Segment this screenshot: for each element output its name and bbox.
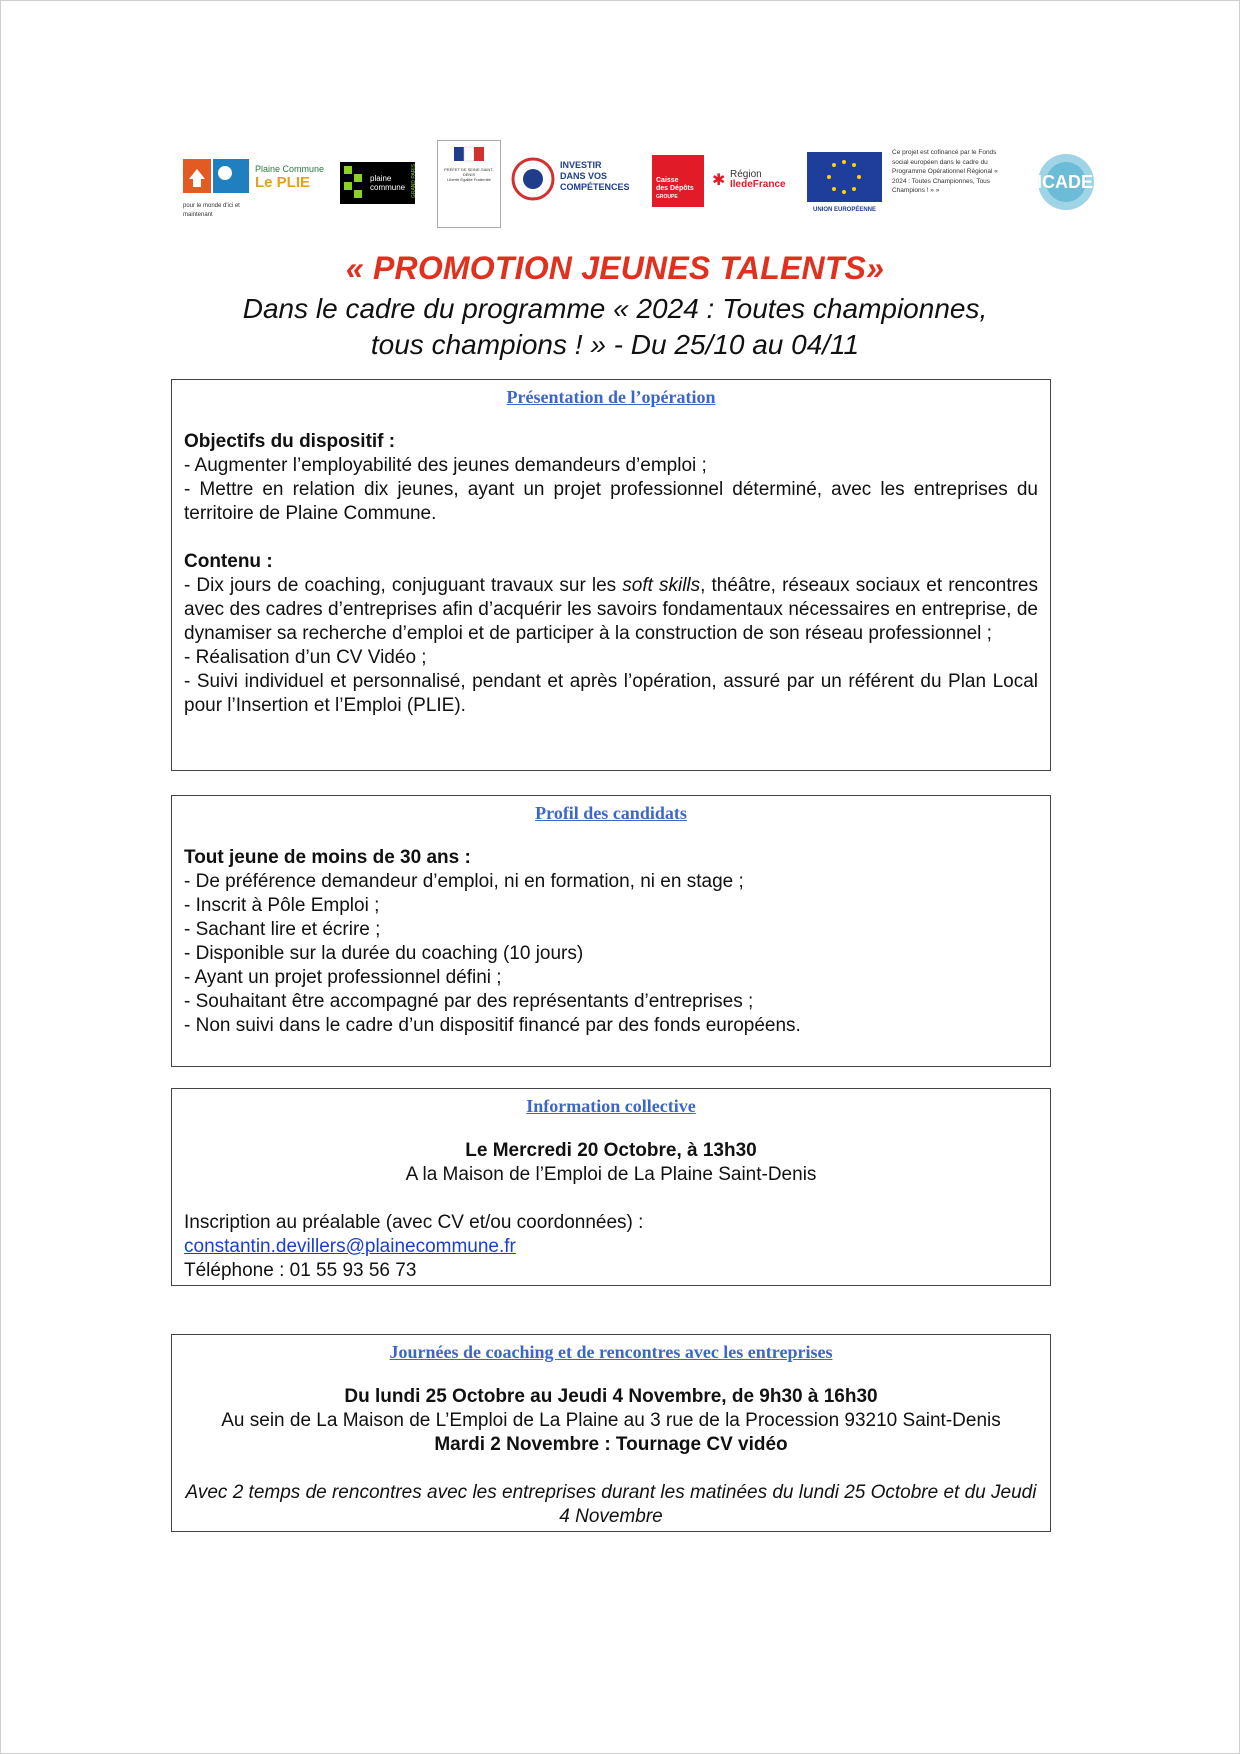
objectifs-label: Objectifs du dispositif :	[184, 431, 396, 452]
caisse-line3: GROUPE	[656, 194, 678, 200]
information-place: A la Maison de l’Emploi de La Plaine Saint-Denis	[405, 1164, 817, 1185]
plaine-commune-line1: plaine	[370, 174, 392, 183]
caisse-line2: des Dépôts	[656, 185, 694, 192]
plaine-commune-line2: commune	[370, 183, 406, 192]
profil-item: - Disponible sur la durée du coaching (10 jours)	[184, 943, 584, 964]
profil-item: - Inscrit à Pôle Emploi ;	[184, 895, 380, 916]
profil-heading: Profil des candidats	[535, 803, 687, 823]
coaching-note: Avec 2 temps de rencontres avec les entreprises durant les matinées du lundi 25 Octobre et du Jeudi 4 Novembre	[185, 1482, 1037, 1527]
region-line2: IledeFrance	[730, 179, 786, 190]
eu-caption: UNION EUROPÉENNE	[812, 207, 876, 213]
icade-logo	[1025, 152, 1107, 212]
coaching-dates: Du lundi 25 Octobre au Jeudi 4 Novembre, de 9h30 à 16h30	[344, 1386, 878, 1407]
region-line1: Région	[730, 169, 762, 180]
clubhouse-icon	[183, 157, 251, 197]
icade-text: ICADE	[1037, 172, 1094, 192]
caisse-depots-logo	[652, 155, 704, 207]
contenu-item: - Dix jours de coaching, conjuguant travaux sur les soft skills, théâtre, réseaux sociaux et rencontres avec des cadres d’entreprises afin d’acquérir les savoirs fondamentaux nécessaires en entreprise, de dynamiser sa recherche d’emploi et de participer à la construction de son réseau professionnel ;	[184, 575, 1038, 644]
profil-item: - Souhaitant être accompagné par des représentants d’entreprises ;	[184, 991, 754, 1012]
coaching-section	[171, 1334, 1051, 1532]
plaine-commune-side: GRAND PARIS	[410, 163, 417, 199]
objectif-item: - Mettre en relation dix jeunes, ayant un projet professionnel déterminé, avec les entreprises du territoire de Plaine Commune.	[184, 479, 1038, 524]
profil-section	[171, 795, 1051, 1067]
profil-item: - De préférence demandeur d’emploi, ni en formation, ni en stage ;	[184, 871, 744, 892]
fse-note	[892, 148, 1012, 218]
title-block	[150, 250, 1080, 363]
soft-skills-text: soft skills	[622, 575, 701, 596]
region-idf-logo	[712, 168, 792, 198]
profil-item: - Ayant un projet professionnel défini ;	[184, 967, 502, 988]
page-subtitle	[150, 291, 1080, 363]
information-heading: Information collective	[526, 1096, 696, 1116]
plie-line1: Plaine Commune	[255, 164, 325, 174]
fse-note-text: Ce projet est cofinancé par le Fonds social européen dans le cadre du Programme Opérationnel Régional « 2024 : Toutes Championnes, Tous Champions ! » »	[892, 149, 998, 194]
investir-line2: DANS VOS	[560, 171, 608, 181]
plie-logo	[255, 164, 335, 204]
contenu-label: Contenu :	[184, 551, 273, 572]
information-section	[171, 1088, 1051, 1286]
contenu-item: - Réalisation d’un CV Vidéo ;	[184, 647, 427, 668]
presentation-heading: Présentation de l’opération	[506, 387, 716, 407]
marianne-icon	[438, 145, 500, 165]
plaine-commune-logo	[340, 162, 415, 204]
region-star-icon: ✱	[712, 172, 726, 189]
caisse-line1: Caisse	[656, 177, 679, 184]
union-europeenne-logo	[807, 152, 882, 212]
investir-icon	[510, 156, 556, 202]
email-link[interactable]: constantin.devillers@plainecommune.fr	[184, 1236, 516, 1257]
coaching-place: Au sein de La Maison de L’Emploi de La Plaine au 3 rue de la Procession 93210 Saint-Denis	[221, 1410, 1001, 1431]
coaching-tournage: Mardi 2 Novembre : Tournage CV vidéo	[434, 1434, 788, 1455]
eu-flag-icon	[807, 152, 882, 202]
information-date: Le Mercredi 20 Octobre, à 13h30	[465, 1140, 757, 1161]
subtitle-line2: tous champions ! » - Du 25/10 au 04/11	[370, 329, 860, 360]
profil-item: - Non suivi dans le cadre d’un dispositif financé par des fonds européens.	[184, 1015, 801, 1036]
investir-line3: COMPÉTENCES	[560, 182, 630, 192]
presentation-section	[171, 379, 1051, 771]
page-title: « PROMOTION JEUNES TALENTS»	[345, 250, 885, 286]
partner-logos	[180, 140, 1115, 230]
prefet-line2: Liberté Égalité Fraternité	[447, 177, 491, 182]
prefet-logo	[437, 140, 501, 228]
contenu-item: - Suivi individuel et personnalisé, pendant et après l’opération, assuré par un référent du Plan Local pour l’Insertion et l’Emploi (PLIE).	[184, 671, 1038, 716]
coaching-heading: Journées de coaching et de rencontres avec les entreprises	[389, 1342, 833, 1362]
investir-competences-logo	[510, 150, 645, 210]
investir-line1: INVESTIR	[560, 160, 602, 170]
profil-label: Tout jeune de moins de 30 ans :	[184, 847, 471, 868]
clubhouse-logo	[183, 157, 251, 218]
subtitle-line1: Dans le cadre du programme « 2024 : Toutes championnes,	[242, 293, 988, 324]
plaine-commune-icon	[344, 166, 366, 198]
objectif-item: - Augmenter l’employabilité des jeunes demandeurs d’emploi ;	[184, 455, 707, 476]
inscription-text: Inscription au préalable (avec CV et/ou coordonnées) :	[184, 1212, 644, 1233]
profil-item: - Sachant lire et écrire ;	[184, 919, 381, 940]
plie-line2: Le PLIE	[255, 174, 311, 191]
clubhouse-caption: pour le monde d'ici et maintenant	[183, 203, 240, 218]
prefet-line1: PRÉFET DE SEINE-SAINT-DENIS	[444, 167, 494, 177]
phone-text: Téléphone : 01 55 93 56 73	[184, 1260, 417, 1281]
